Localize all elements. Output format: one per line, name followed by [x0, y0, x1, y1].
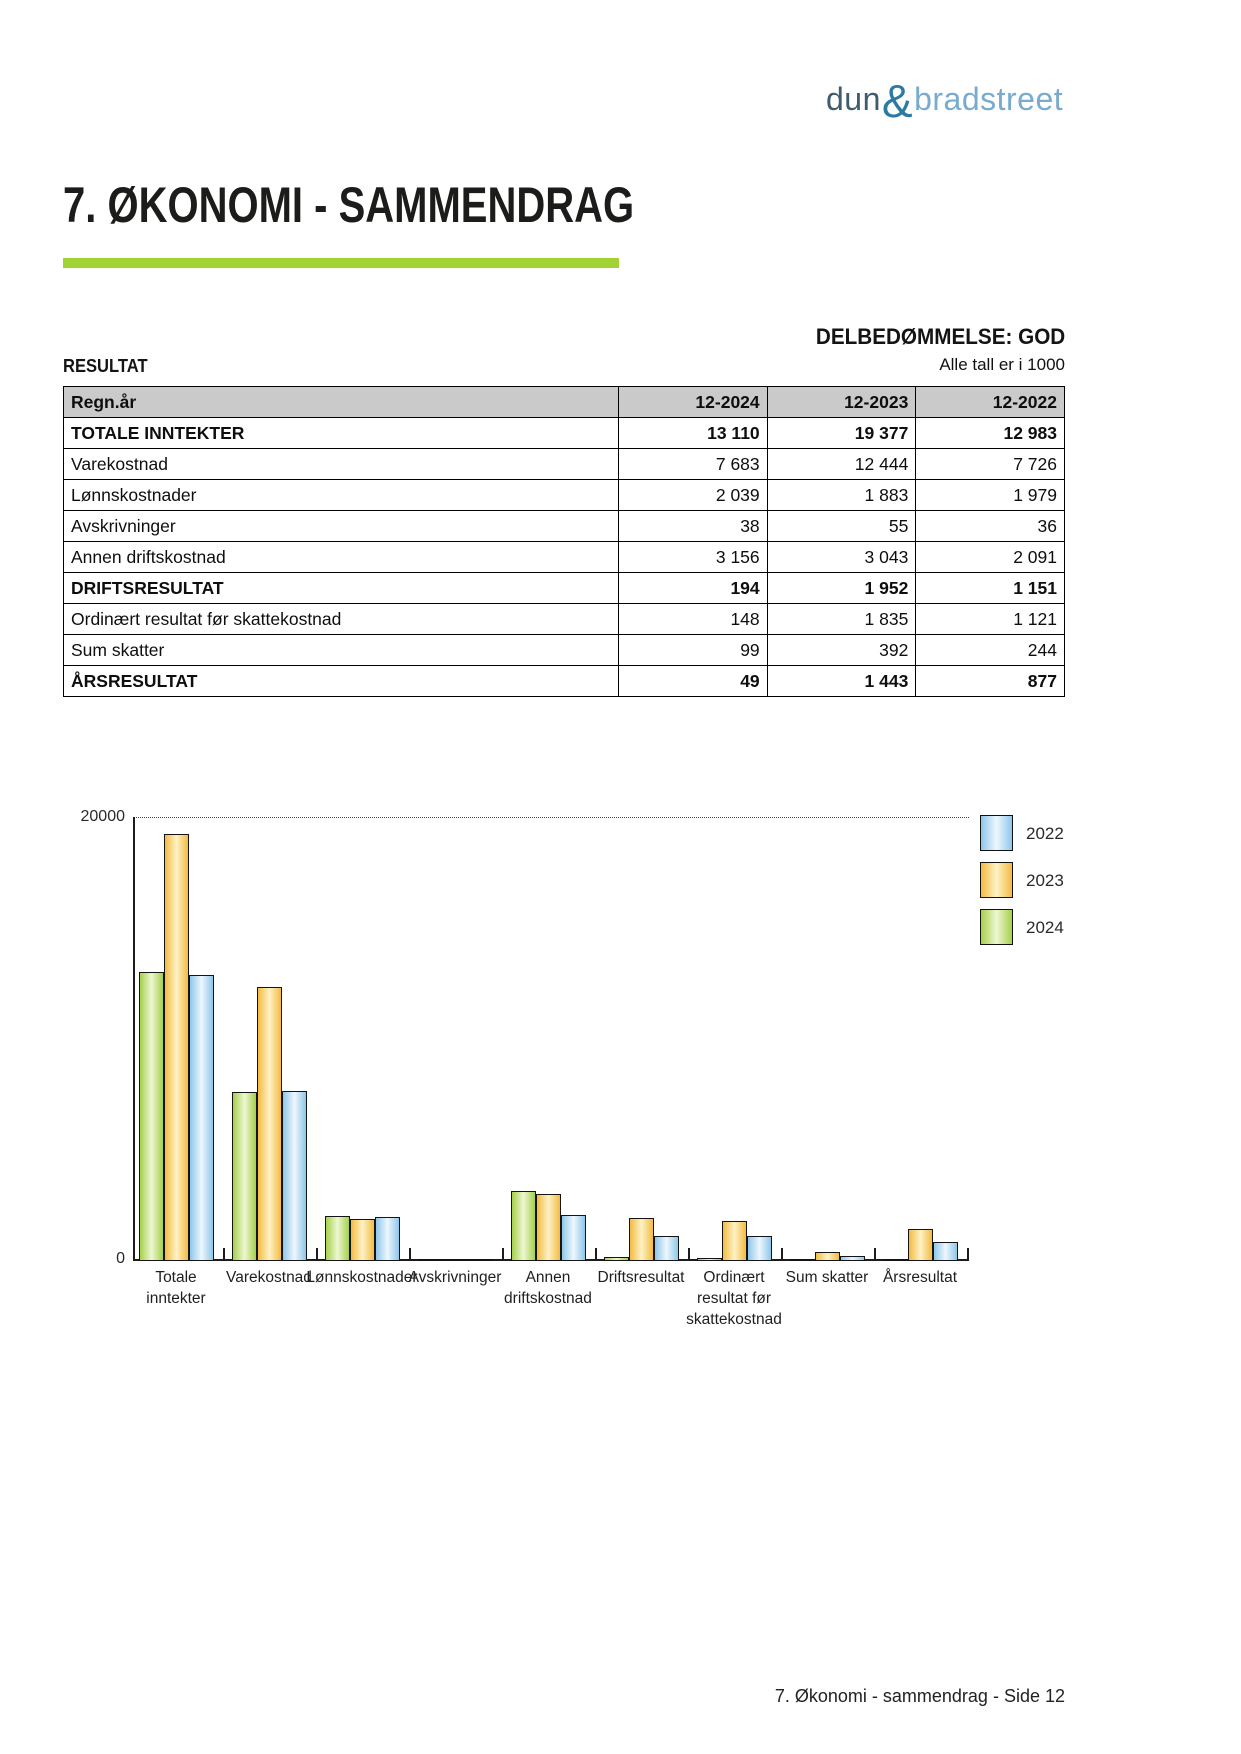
- legend-swatch-2022: [980, 815, 1013, 851]
- col-header-Regn.år: Regn.år: [64, 387, 619, 418]
- col-header-12-2024: 12-2024: [619, 387, 768, 418]
- bar-2023-Årsresultat: [908, 1229, 933, 1261]
- units-note: Alle tall er i 1000: [939, 355, 1065, 374]
- cell-value: 1 121: [916, 604, 1065, 635]
- axis-tick: [688, 1248, 690, 1261]
- bar-2024-Lønnskostnader: [325, 1216, 350, 1261]
- gridline-20000: [133, 817, 969, 818]
- bar-2023-Ordinært resultat før skattekostnad: [722, 1221, 747, 1261]
- category-label: Annen driftskostnad: [504, 1269, 592, 1307]
- legend-label-2024: 2024: [1026, 918, 1064, 937]
- cell-value: 12 444: [767, 449, 916, 480]
- rating-heading: DELBEDØMMELSE: GOD: [815, 324, 1065, 349]
- title-accent-rule: [63, 258, 619, 268]
- axis-tick: [502, 1248, 504, 1261]
- cell-value: 244: [916, 635, 1065, 666]
- table-row: [64, 449, 1065, 480]
- cell-value: 55: [767, 511, 916, 542]
- bar-2024-Ordinært resultat før skattekostnad: [697, 1258, 722, 1261]
- cell-value: 2 039: [619, 480, 768, 511]
- bar-2023-Totale inntekter: [164, 834, 189, 1261]
- bar-2024-Totale inntekter: [139, 972, 164, 1261]
- category-label: Årsresultat: [882, 1269, 958, 1286]
- category-label: Avskrivninger: [408, 1269, 502, 1286]
- row-label: Lønnskostnader: [64, 480, 619, 511]
- cell-value: 49: [619, 666, 768, 697]
- axis-tick: [874, 1248, 876, 1261]
- bar-2022-Lønnskostnader: [375, 1217, 400, 1261]
- legend-label-2023: 2023: [1026, 871, 1064, 890]
- bar-2023-Annen driftskostnad: [536, 1194, 561, 1261]
- axis-tick: [316, 1248, 318, 1261]
- row-label: DRIFTSRESULTAT: [64, 573, 619, 604]
- col-header-12-2023: 12-2023: [767, 387, 916, 418]
- row-label: Sum skatter: [64, 635, 619, 666]
- table-row: [64, 418, 1065, 449]
- bar-2024-Varekostnad: [232, 1092, 257, 1261]
- page-title: 7. ØKONOMI - SAMMENDRAG: [63, 177, 635, 233]
- cell-value: 99: [619, 635, 768, 666]
- category-label: Ordinært resultat før skattekostnad: [686, 1269, 782, 1328]
- section-label: RESULTAT: [63, 356, 148, 376]
- table-row: [64, 511, 1065, 542]
- logo-bradstreet: bradstreet: [914, 81, 1064, 117]
- cell-value: 38: [619, 511, 768, 542]
- y-tick-label-20000: 20000: [80, 808, 125, 825]
- bar-2023-Avskrivninger: [443, 1259, 468, 1261]
- bar-2022-Totale inntekter: [189, 975, 214, 1261]
- axis-tick: [223, 1248, 225, 1261]
- cell-value: 1 151: [916, 573, 1065, 604]
- cell-value: 3 156: [619, 542, 768, 573]
- cell-value: 1 952: [767, 573, 916, 604]
- row-label: ÅRSRESULTAT: [64, 666, 619, 697]
- category-label: Sum skatter: [785, 1269, 869, 1286]
- cell-value: 1 443: [767, 666, 916, 697]
- bar-2022-Sum skatter: [840, 1256, 865, 1261]
- cell-value: 12 983: [916, 418, 1065, 449]
- table-row: [64, 573, 1065, 604]
- logo-ampersand-icon: &: [881, 75, 914, 127]
- cell-value: 1 883: [767, 480, 916, 511]
- y-tick-label-0: 0: [116, 1250, 125, 1267]
- cell-value: 1 835: [767, 604, 916, 635]
- bar-2023-Sum skatter: [815, 1252, 840, 1261]
- bar-2024-Annen driftskostnad: [511, 1191, 536, 1261]
- dun-bradstreet-logo: [826, 74, 1063, 128]
- cell-value: 1 979: [916, 480, 1065, 511]
- cell-value: 19 377: [767, 418, 916, 449]
- axis-tick: [781, 1248, 783, 1261]
- bar-2022-Driftsresultat: [654, 1236, 679, 1261]
- row-label: Ordinært resultat før skattekostnad: [64, 604, 619, 635]
- row-label: Varekostnad: [64, 449, 619, 480]
- category-label: Driftsresultat: [597, 1269, 685, 1286]
- cell-value: 36: [916, 511, 1065, 542]
- legend-swatch-2023: [980, 862, 1013, 898]
- table-row: [64, 480, 1065, 511]
- bar-2023-Varekostnad: [257, 987, 282, 1261]
- bar-chart: [63, 800, 1133, 1345]
- cell-value: 148: [619, 604, 768, 635]
- table-row: [64, 542, 1065, 573]
- row-label: Avskrivninger: [64, 511, 619, 542]
- bar-2022-Avskrivninger: [468, 1259, 493, 1261]
- bar-2022-Varekostnad: [282, 1091, 307, 1261]
- bar-2024-Sum skatter: [790, 1259, 815, 1261]
- bar-2022-Annen driftskostnad: [561, 1215, 586, 1261]
- row-label: Annen driftskostnad: [64, 542, 619, 573]
- cell-value: 877: [916, 666, 1065, 697]
- category-label: Lønnskostnader: [306, 1269, 418, 1286]
- bar-2024-Driftsresultat: [604, 1257, 629, 1261]
- legend-label-2022: 2022: [1026, 824, 1064, 843]
- category-label: Varekostnad: [226, 1269, 312, 1286]
- logo-dun: dun: [826, 81, 881, 117]
- axis-tick: [595, 1248, 597, 1261]
- axis-tick: [409, 1248, 411, 1261]
- category-label: Totale inntekter: [146, 1269, 206, 1307]
- axis-tick: [967, 1248, 969, 1261]
- page-footer: 7. Økonomi - sammendrag - Side 12: [774, 1686, 1065, 1706]
- bar-2024-Avskrivninger: [418, 1259, 443, 1261]
- resultat-table: [63, 386, 1065, 697]
- bar-2022-Årsresultat: [933, 1242, 958, 1261]
- row-label: TOTALE INNTEKTER: [64, 418, 619, 449]
- cell-value: 3 043: [767, 542, 916, 573]
- bar-2022-Ordinært resultat før skattekostnad: [747, 1236, 772, 1261]
- table-row: [64, 635, 1065, 666]
- bar-2023-Lønnskostnader: [350, 1219, 375, 1261]
- y-axis: [133, 817, 135, 1261]
- bar-2024-Årsresultat: [883, 1259, 908, 1261]
- cell-value: 7 683: [619, 449, 768, 480]
- table-row: [64, 666, 1065, 697]
- cell-value: 392: [767, 635, 916, 666]
- legend-swatch-2024: [980, 909, 1013, 945]
- col-header-12-2022: 12-2022: [916, 387, 1065, 418]
- cell-value: 2 091: [916, 542, 1065, 573]
- table-row: [64, 604, 1065, 635]
- cell-value: 13 110: [619, 418, 768, 449]
- bar-2023-Driftsresultat: [629, 1218, 654, 1261]
- cell-value: 194: [619, 573, 768, 604]
- cell-value: 7 726: [916, 449, 1065, 480]
